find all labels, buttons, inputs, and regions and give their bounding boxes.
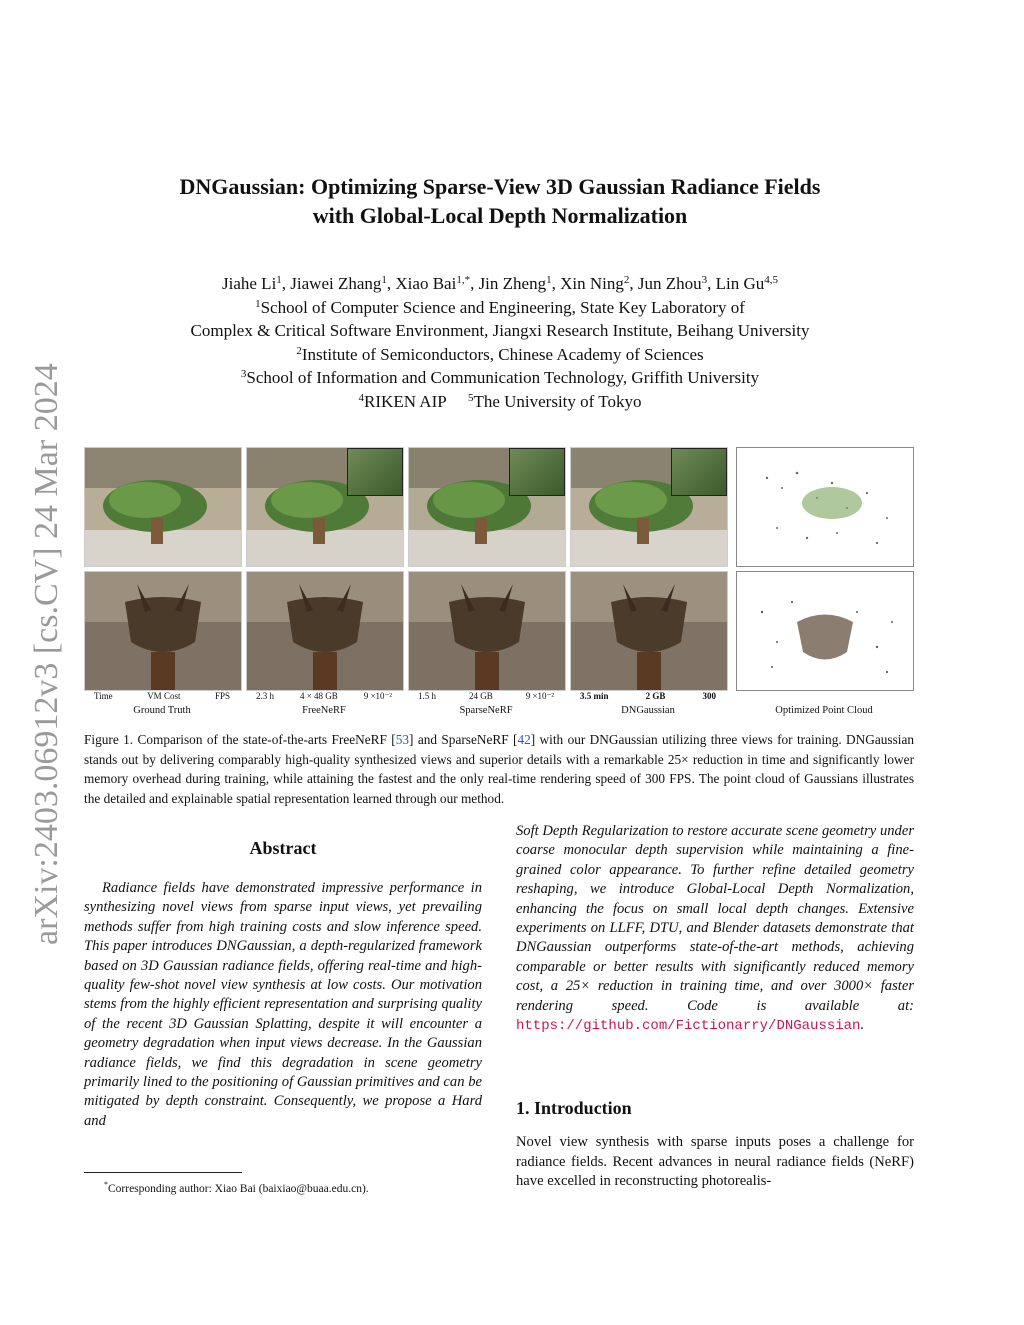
affil-text: School of Computer Science and Engineering, State Key Laboratory of: [260, 297, 745, 317]
affil-text: Institute of Semiconductors, Chinese Academy of Sciences: [301, 344, 704, 364]
author-name: Jun Zhou: [637, 274, 702, 293]
stat-time: 1.5 h: [418, 691, 436, 701]
figure-1: [84, 447, 914, 719]
freenerf-skull-image: [246, 571, 404, 691]
abstract-column: [84, 838, 482, 1131]
caption-text: Figure 1. Comparison of the state-of-the-arts FreeNeRF [: [84, 732, 396, 747]
caption-text: ] with our DNGaussian utilizing three views for training. DNGaussian stands out by delivering comparably high-quality synthesized views and superior details with a remarkable 25× reduction in time and significantly lower memory overhead during training, while attaining the fastest and the only real-time rendering speed of 300 FPS. The point cloud of Gaussians illustrates the detailed and explainable spatial representation learned through our method.: [84, 732, 914, 806]
affiliation-2: [100, 343, 900, 367]
sparsenerf-stats: [418, 691, 554, 702]
label-dngaussian: DNGaussian: [621, 705, 675, 716]
label-sparsenerf: SparseNeRF: [459, 705, 513, 716]
stat-vm: VM Cost: [147, 691, 181, 701]
gt-skull-image: [84, 571, 242, 691]
zoom-inset: [671, 448, 727, 496]
affil-sup: 4: [358, 391, 365, 404]
stat-vm: 24 GB: [468, 691, 493, 701]
gt-stats: [94, 691, 230, 701]
arxiv-stamp: arXiv:2403.06912v3 [cs.CV] 24 Mar 2024: [28, 363, 65, 945]
pointcloud-palm-image: [736, 447, 914, 567]
affil-sup: 1: [255, 297, 261, 310]
footnote-divider: [84, 1172, 242, 1173]
footnote-mark: *: [104, 1180, 108, 1189]
section-heading-introduction: 1. Introduction: [516, 1098, 632, 1118]
skull-scene-icon: [571, 572, 727, 690]
affil-text: School of Information and Communication Technology, Griffith University: [246, 368, 760, 387]
title-line-2: with Global-Local Depth Normalization: [312, 203, 688, 228]
stat-time: 2.3 h: [256, 691, 274, 701]
affil-sup: 2: [296, 344, 302, 357]
author-name: Jiahe Li: [222, 274, 277, 293]
abstract-continued-column: [516, 822, 914, 1036]
stat-vm: 4 × 48 GB: [299, 691, 338, 701]
author-sup: 2: [623, 274, 630, 286]
pointcloud-skull-image: [736, 571, 914, 691]
author-sup: 1: [546, 274, 552, 286]
sparsenerf-skull-image: [408, 571, 566, 691]
author-sup: 4,5: [764, 274, 778, 286]
author-sup: 1: [276, 274, 282, 286]
abstract-continued: [516, 822, 914, 1036]
affiliation-4-5: [100, 390, 900, 414]
affil-sup: 5: [467, 391, 474, 404]
stat-fps: 300: [702, 691, 716, 701]
affil-text: The University of Tokyo: [473, 391, 642, 411]
abstract-text: Radiance fields have demonstrated impressive performance in synthesizing novel views from sparse input views, yet prevailing methods suffer from high training costs and slow inference speed. This paper introduces DNGaussian, a depth-regularized framework based on 3D Gaussian radiance fields, offering real-time and high-quality few-shot novel view synthesis at low costs. Our motivation stems from the highly efficient representation and surprising quality of the recent 3D Gaussian Splatting, despite it will encounter a geometry degradation when input views decrease. In the Gaussian radiance fields, we find this degradation in scene geometry primarily lined to the positioning of Gaussian primitives and can be mitigated by depth constraint. Consequently, we propose a Hard and: [84, 880, 482, 1129]
author-sup: 1,*: [456, 274, 471, 286]
stat-time: Time: [94, 691, 113, 701]
skull-scene-icon: [409, 572, 565, 690]
label-point-cloud: Optimized Point Cloud: [775, 705, 873, 716]
figure-caption: [84, 730, 914, 808]
zoom-inset: [509, 448, 565, 496]
sparsenerf-palm-image: [408, 447, 566, 567]
label-freenerf: FreeNeRF: [302, 705, 346, 716]
stat-time: 3.5 min: [580, 691, 609, 701]
title-line-1: DNGaussian: Optimizing Sparse-View 3D Gaussian Radiance Fields: [179, 174, 821, 199]
author-name: Xin Ning: [560, 274, 624, 293]
abstract-text: Soft Depth Regularization to restore accurate scene geometry under coarse monocular depth supervision while maintaining a fine-grained color appearance. To further refine detailed geometry reshaping, we introduce Global-Local Depth Normalization, enhancing the focus on small local depth changes. Extensive experiments on LLFF, DTU, and Blender datasets demonstrate that DNGaussian outperforms state-of-the-art methods, achieving comparable or better results with significantly reduced memory cost, a 25× reduction in training time, and over 3000× faster rendering speed. Code is available at:: [516, 823, 914, 1014]
zoom-inset: [347, 448, 403, 496]
author-name: Jiawei Zhang: [290, 274, 382, 293]
gt-palm-image: [84, 447, 242, 567]
code-link[interactable]: https://github.com/Fictionarry/DNGaussian: [516, 1018, 861, 1035]
footnote-text: Corresponding author: Xiao Bai (baixiao@buaa.edu.cn).: [108, 1182, 369, 1195]
stat-vm: 2 GB: [645, 691, 666, 701]
caption-text: ] and SparseNeRF [: [409, 732, 518, 747]
affiliation-3: [100, 366, 900, 390]
author-sup: 1: [381, 274, 387, 286]
citation-link[interactable]: 42: [517, 732, 531, 747]
abstract-end: .: [860, 1017, 865, 1034]
affiliation-1-line-2: Complex & Critical Software Environment, Jiangxi Research Institute, Beihang University: [190, 321, 810, 340]
stat-fps: 9 ×10⁻²: [525, 691, 554, 701]
affil-sup: 3: [240, 368, 247, 380]
affil-text: RIKEN AIP: [364, 391, 447, 411]
author-list: Jiahe Li$^1$, Jiawei Zhang$^1$, Xiao Bai$^{1,*}$, Jin Zheng$^1$, Xin Ning$^2$, Jun Zhou$^3$, Lin Gu$^{4,5}$: [222, 274, 778, 293]
author-sup: 3: [701, 274, 708, 286]
freenerf-stats: [256, 691, 392, 702]
point-cloud-icon: [737, 572, 913, 690]
footnote: [104, 1177, 369, 1197]
dngaussian-palm-image: [570, 447, 728, 567]
citation-link[interactable]: 53: [395, 732, 409, 747]
stat-fps: 9 ×10⁻²: [363, 691, 392, 701]
author-name: Lin Gu: [715, 274, 765, 293]
dngaussian-stats: [580, 691, 716, 701]
freenerf-palm-image: [246, 447, 404, 567]
abstract-heading: Abstract: [249, 838, 317, 858]
author-name: Xiao Bai: [395, 274, 457, 293]
skull-scene-icon: [247, 572, 403, 690]
author-name: Jin Zheng: [478, 274, 547, 293]
paper-title: [100, 172, 900, 230]
author-block: [100, 272, 900, 413]
palm-scene-icon: [85, 448, 241, 566]
dngaussian-skull-image: [570, 571, 728, 691]
introduction-text: Novel view synthesis with sparse inputs poses a challenge for radiance fields. Recent advances in neural radiance fields (NeRF) have excelled in reconstructing photorealis-: [516, 1134, 914, 1190]
label-ground-truth: Ground Truth: [133, 705, 191, 716]
skull-scene-icon: [85, 572, 241, 690]
affiliation-1-line-1: [100, 296, 900, 320]
point-cloud-icon: [737, 448, 913, 566]
stat-fps: FPS: [214, 691, 230, 701]
